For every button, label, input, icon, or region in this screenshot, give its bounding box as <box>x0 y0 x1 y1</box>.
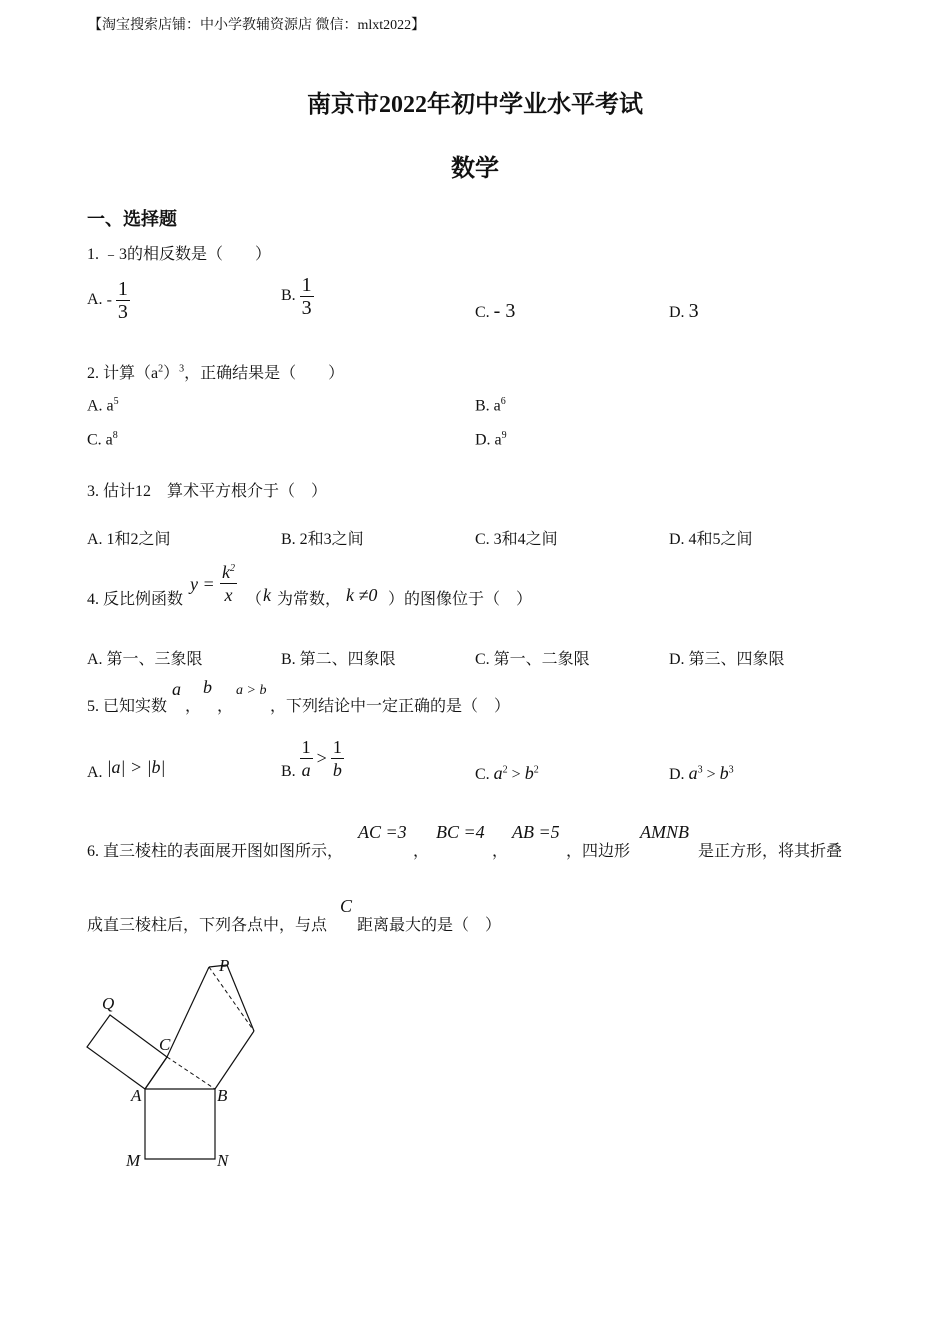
q5-var-a: a <box>172 679 181 699</box>
q2-option-c: C. $a^8$ <box>87 430 118 449</box>
q5-comma-1: ， <box>185 698 202 715</box>
q2-option-a: A. $a^5$ <box>87 396 119 415</box>
q2-stem: 2. 计算$(a^2)^3$，正确结果是（ ） <box>87 363 345 382</box>
q5-option-a: A. |a| > |b| <box>87 757 166 781</box>
q6-ac: AC =3 <box>358 822 407 842</box>
q4-option-a: A. 第一、三象限 <box>87 651 203 668</box>
q5-option-b: B. $\frac{1}{a}$ > $\frac{1}{b}$ <box>281 737 342 781</box>
q2-option-d: D. $a^9$ <box>475 430 507 449</box>
q5-condition: a > b <box>236 683 267 698</box>
q4-option-c: C. 第一、二象限 <box>475 651 590 668</box>
q3-option-d: D. 4和5之间 <box>669 531 753 548</box>
q4-suffix: ）的图像位于（ ） <box>388 591 533 608</box>
q4-k: k <box>263 585 271 605</box>
q5-comma-2: ， <box>217 698 234 715</box>
q5-option-c: C. $a^2 > b^2$ <box>475 763 539 783</box>
q1-option-d: D. 3 <box>669 300 699 322</box>
q3-option-a: A. 1和2之间 <box>87 531 171 548</box>
subject-title: 数学 <box>451 156 499 182</box>
q3-stem: 3. 估计12 算术平方根介于（ ） <box>87 483 328 500</box>
label-m: M <box>126 1151 141 1170</box>
q1-stem: 1. ﹣3的相反数是（ ） <box>87 246 272 263</box>
q4-prefix: 4. 反比例函数 <box>87 591 184 608</box>
q6-sep-2: ， <box>492 843 509 860</box>
q4-fraction: $\frac{k^2}{x}$ <box>220 558 237 606</box>
q5-option-d: D. $a^3 > b^3$ <box>669 763 734 783</box>
q6-bc: BC =4 <box>436 822 485 842</box>
q6-ab: AB =5 <box>512 822 560 842</box>
label-b: B <box>217 1086 228 1105</box>
q6-point-c: C <box>340 896 353 916</box>
q6-prefix: 6. 直三棱柱的表面展开图如图所示， <box>87 843 344 860</box>
q6-sep-1: ， <box>413 843 430 860</box>
q1-option-b: B. $\frac{1}{3}$ <box>281 274 312 319</box>
q4-const-text: 为常数， <box>277 591 342 608</box>
q4-open-paren: （ <box>246 591 263 608</box>
q3-option-c: C. 3和4之间 <box>475 531 558 548</box>
section-heading: 一、选择题 <box>87 209 177 229</box>
q4-option-b: B. 第二、四象限 <box>281 651 396 668</box>
square-amnb <box>145 1089 215 1159</box>
label-n: N <box>217 1151 229 1170</box>
q1-option-c: C. - 3 <box>475 300 516 322</box>
q3-option-b: B. 2和3之间 <box>281 531 364 548</box>
q1-option-a: A. - $\frac{1}{3}$ <box>87 278 128 323</box>
q4-option-d: D. 第三、四象限 <box>669 651 785 668</box>
q2-option-b: B. $a^6$ <box>475 396 506 415</box>
label-p: P <box>219 956 230 975</box>
exam-title: 南京市2022年初中学业水平考试 <box>307 92 643 118</box>
q5-var-b: b <box>203 677 212 697</box>
q4-condition: k ≠0 <box>346 585 378 605</box>
q5-suffix: ，下列结论中一定正确的是（ ） <box>270 698 511 715</box>
prism-net-figure <box>80 950 280 1180</box>
label-q: Q <box>102 994 115 1013</box>
label-a: A <box>131 1086 142 1105</box>
label-c: C <box>159 1035 171 1054</box>
q6-square: AMNB <box>640 822 689 842</box>
q6-line2-b: 距离最大的是（ ） <box>357 917 502 934</box>
q4-y-eq: y = <box>190 574 215 594</box>
watermark-header: 【淘宝搜索店铺：中小学教辅资源店 微信：mlxt2022】 <box>88 18 426 33</box>
q6-line2-a: 成直三棱柱后，下列各点中，与点 <box>87 917 328 934</box>
q6-suffix: 是正方形，将其折叠 <box>698 843 843 860</box>
q5-prefix: 5. 已知实数 <box>87 698 168 715</box>
rect-ca <box>87 1015 167 1089</box>
q6-mid: ，四边形 <box>566 843 631 860</box>
